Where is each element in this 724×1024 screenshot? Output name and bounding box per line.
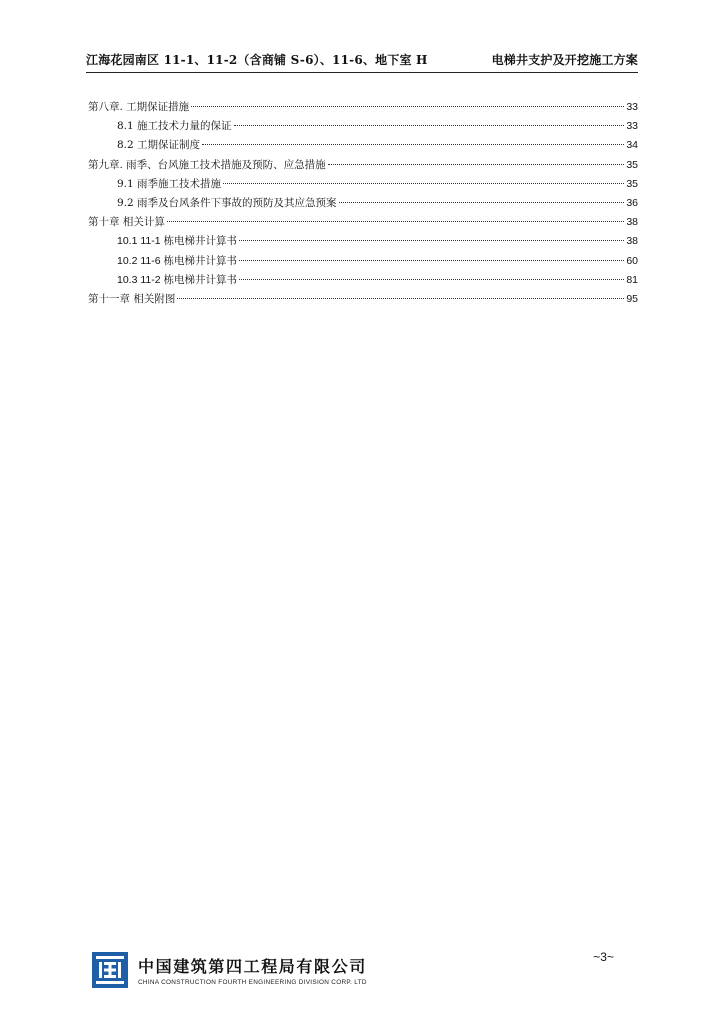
toc-entry-label: 10.2 11-6 栋电梯井计算书 <box>117 254 238 267</box>
toc-leader-dots <box>167 221 624 222</box>
toc-entry-label: 8.1 施工技术力量的保证 <box>117 120 232 133</box>
toc-entry[interactable] <box>88 290 638 309</box>
toc-entry-label: 8.2 工期保证制度 <box>117 139 201 152</box>
toc-leader-dots <box>234 125 625 126</box>
toc-entry[interactable] <box>88 98 638 117</box>
toc-entry-label: 第十一章 相关附图 <box>88 292 176 305</box>
toc-leader-dots <box>239 260 624 261</box>
toc-entry-label: 10.1 11-1 栋电梯井计算书 <box>117 235 238 248</box>
toc-entry[interactable] <box>88 213 638 232</box>
toc-entry[interactable] <box>88 117 638 136</box>
toc-leader-dots <box>177 298 624 299</box>
toc-entry-page: 35 <box>626 177 638 190</box>
toc-entry-page: 60 <box>626 254 638 267</box>
toc-leader-dots <box>328 164 625 165</box>
toc-entry-label: 9.1 雨季施工技术措施 <box>117 177 222 190</box>
toc-entry[interactable] <box>88 156 638 175</box>
page-footer <box>92 952 367 988</box>
toc-entry[interactable] <box>88 271 638 290</box>
toc-entry[interactable] <box>88 232 638 251</box>
toc-entry[interactable] <box>88 136 638 155</box>
toc-entry[interactable] <box>88 175 638 194</box>
toc-entry[interactable] <box>88 194 638 213</box>
cscec-logo-icon <box>92 952 128 988</box>
toc-leader-dots <box>239 240 624 241</box>
toc-entry-page: 81 <box>626 273 638 286</box>
company-name-block <box>138 954 367 986</box>
toc-leader-dots <box>239 279 624 280</box>
toc-leader-dots <box>202 144 624 145</box>
header-document-title: 电梯井支护及开挖施工方案 <box>491 53 638 67</box>
company-name-cn: 中国建筑第四工程局有限公司 <box>138 957 367 976</box>
toc-entry[interactable] <box>88 252 638 271</box>
header-project-title: 江海花园南区 11-1、11-2（含商铺 S-6）、11-6、地下室 H <box>86 53 428 67</box>
toc-entry-label: 第九章. 雨季、台风施工技术措施及预防、应急措施 <box>88 158 326 171</box>
toc-entry-page: 34 <box>626 139 638 152</box>
toc-entry-label: 10.3 11-2 栋电梯井计算书 <box>117 273 238 286</box>
toc-leader-dots <box>223 183 624 184</box>
page-number: ~3~ <box>593 950 614 964</box>
toc-leader-dots <box>339 202 625 203</box>
table-of-contents <box>88 98 638 309</box>
toc-entry-label: 第十章 相关计算 <box>88 216 165 229</box>
toc-entry-page: 35 <box>626 158 638 171</box>
page-header <box>86 50 638 73</box>
toc-entry-page: 38 <box>626 216 638 229</box>
toc-leader-dots <box>191 106 624 107</box>
toc-entry-page: 38 <box>626 235 638 248</box>
toc-entry-page: 36 <box>626 196 638 209</box>
toc-entry-page: 33 <box>626 120 638 133</box>
company-name-en: CHINA CONSTRUCTION FOURTH ENGINEERING DIVISION CORP. LTD <box>138 979 367 986</box>
toc-entry-label: 9.2 雨季及台风条件下事故的预防及其应急预案 <box>117 196 337 209</box>
toc-entry-label: 第八章. 工期保证措施 <box>88 101 190 113</box>
toc-entry-page: 33 <box>626 101 638 113</box>
toc-entry-page: 95 <box>626 292 638 305</box>
